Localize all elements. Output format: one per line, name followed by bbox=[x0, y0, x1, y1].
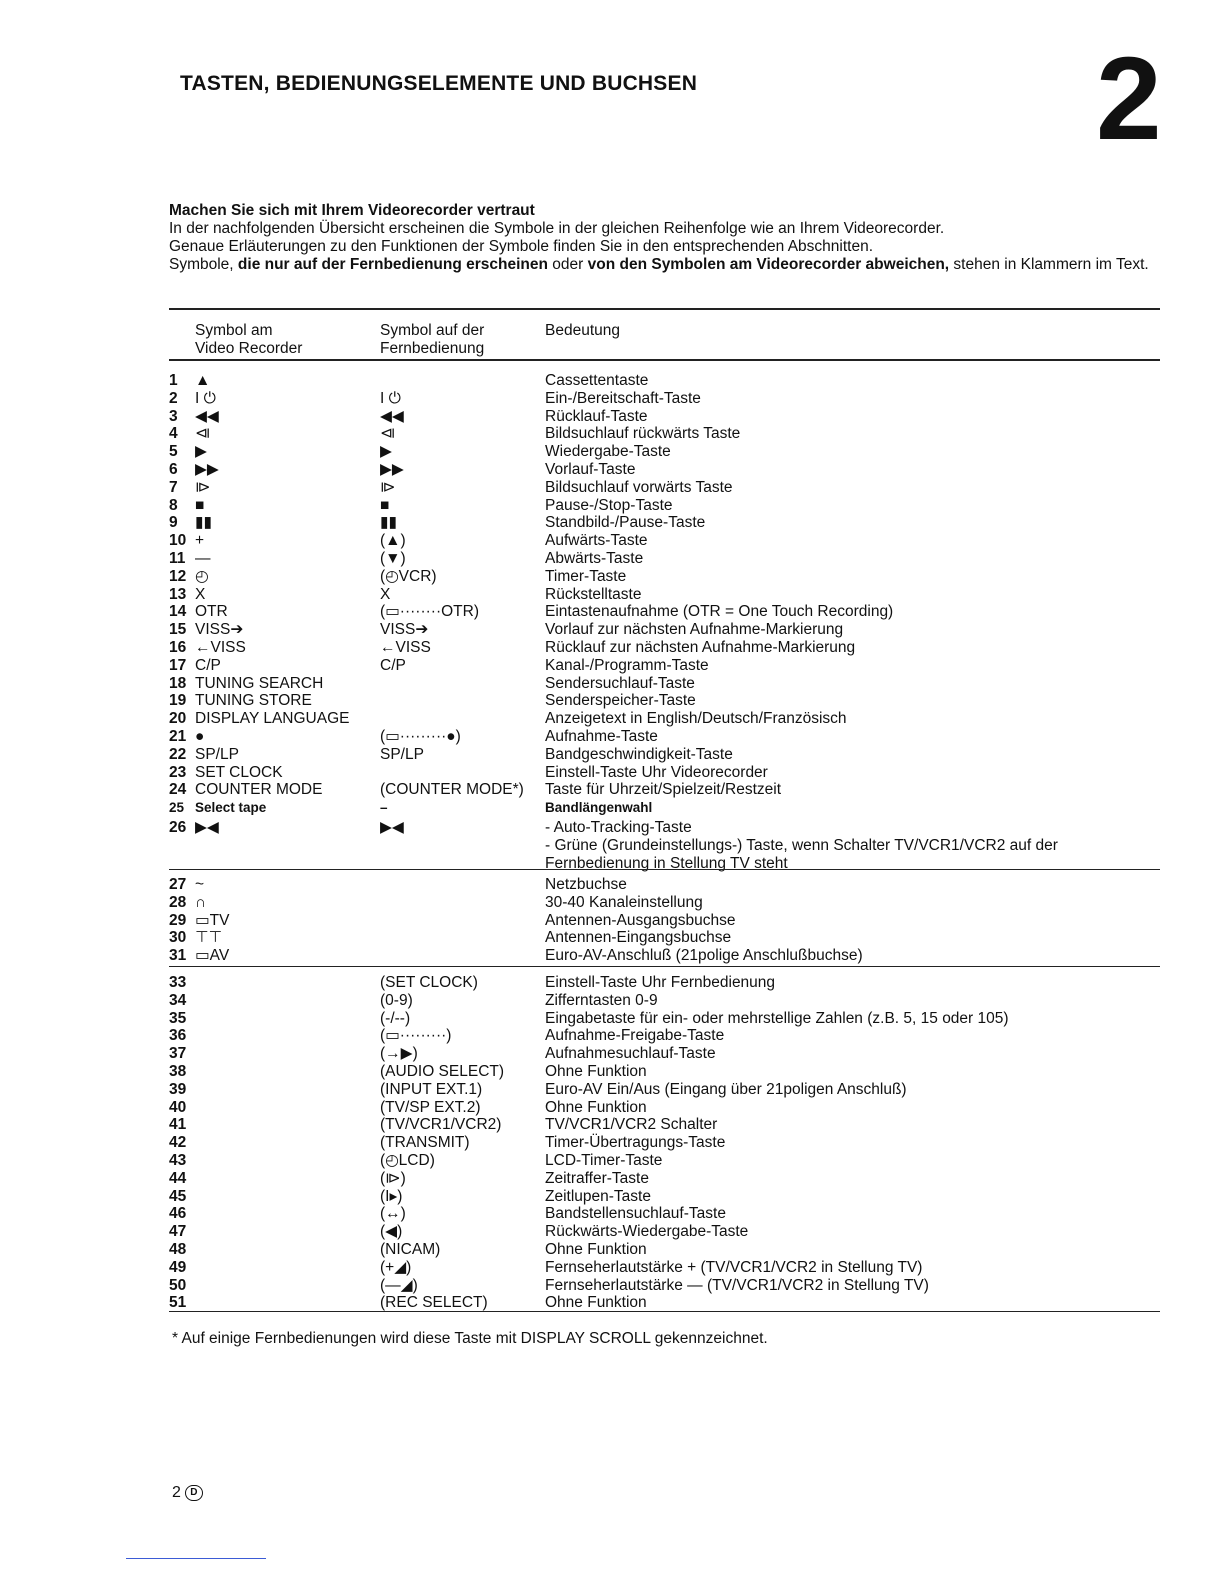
table-row bbox=[169, 710, 1160, 728]
row-rc-symbol: (TV/SP EXT.2) bbox=[380, 1098, 481, 1116]
row-vr-symbol: ∩ bbox=[195, 893, 207, 911]
row-rc-symbol: (TRANSMIT) bbox=[380, 1134, 470, 1152]
row-number: 50 bbox=[169, 1276, 187, 1294]
header-rc-line1: Symbol auf der bbox=[380, 322, 485, 339]
row-description: Senderspeicher-Taste bbox=[545, 692, 696, 710]
row-number: 20 bbox=[169, 710, 187, 728]
row-rc-symbol: (0-9) bbox=[380, 991, 413, 1009]
row-description: Ohne Funktion bbox=[545, 1240, 647, 1258]
row-description: Aufwärts-Taste bbox=[545, 532, 648, 550]
row-rc-symbol: (▭········OTR) bbox=[380, 603, 479, 621]
row-vr-symbol bbox=[195, 974, 380, 992]
group-1-bottom-rule bbox=[169, 869, 1160, 870]
header-desc bbox=[545, 322, 620, 340]
row-number: 38 bbox=[169, 1062, 187, 1080]
row-number: 41 bbox=[169, 1116, 187, 1134]
row-vr-symbol bbox=[195, 1099, 380, 1117]
row-number: 37 bbox=[169, 1045, 187, 1063]
row-description: Rückstelltaste bbox=[545, 585, 642, 603]
row-description: Bandgeschwindigkeit-Taste bbox=[545, 745, 733, 763]
row-vr-symbol: ~ bbox=[195, 876, 205, 893]
intro-line-3c: oder bbox=[547, 256, 588, 273]
row-description: Rücklauf-Taste bbox=[545, 407, 648, 425]
row-description: Aufnahme-Taste bbox=[545, 727, 658, 745]
row-number: 29 bbox=[169, 911, 187, 929]
row-rc-symbol bbox=[380, 912, 545, 930]
header-desc-label: Bedeutung bbox=[545, 322, 620, 339]
table-row bbox=[169, 1010, 1160, 1028]
row-rc-symbol: (AUDIO SELECT) bbox=[380, 1062, 505, 1080]
header-vr-line1: Symbol am bbox=[195, 322, 273, 339]
row-vr-symbol bbox=[195, 1116, 380, 1134]
row-rc-symbol: (⧐) bbox=[380, 1169, 406, 1187]
row-rc-symbol: (REC SELECT) bbox=[380, 1294, 488, 1312]
table-row bbox=[169, 1116, 1160, 1134]
row-number: 14 bbox=[169, 603, 187, 621]
row-vr-symbol: COUNTER MODE bbox=[195, 781, 323, 799]
table-row bbox=[169, 974, 1160, 992]
table-row bbox=[169, 586, 1160, 604]
row-description: Timer-Taste bbox=[545, 567, 627, 585]
row-description: Zeitraffer-Taste bbox=[545, 1169, 649, 1187]
row-rc-symbol: ■ bbox=[380, 496, 390, 514]
row-vr-symbol bbox=[195, 1027, 380, 1045]
scan-artifact-line bbox=[126, 1558, 266, 1559]
header-rc bbox=[380, 322, 484, 358]
row-rc-symbol: – bbox=[380, 800, 388, 816]
row-number: 45 bbox=[169, 1187, 187, 1205]
row-number: 48 bbox=[169, 1240, 187, 1258]
table-row bbox=[169, 728, 1160, 746]
row-description: Euro-AV Ein/Aus (Eingang über 21poligen Anschluß) bbox=[545, 1080, 907, 1098]
table-group-1 bbox=[169, 372, 1160, 872]
row-description: Einstell-Taste Uhr Fernbedienung bbox=[545, 974, 776, 991]
table-row bbox=[169, 876, 1160, 894]
table-row bbox=[169, 621, 1160, 639]
row-description: Cassettentaste bbox=[545, 372, 649, 389]
row-description: Fernseherlautstärke — (TV/VCR1/VCR2 in Stellung TV) bbox=[545, 1276, 929, 1294]
row-rc-symbol: ▶◀ bbox=[380, 818, 404, 836]
table-row bbox=[169, 1045, 1160, 1063]
row-vr-symbol: ◴ bbox=[195, 567, 209, 585]
row-vr-symbol: ⊤⊤ bbox=[195, 929, 223, 947]
row-rc-symbol: (+◢) bbox=[380, 1258, 412, 1276]
row-rc-symbol: X bbox=[380, 585, 391, 603]
table-row bbox=[169, 692, 1160, 710]
table-row bbox=[169, 497, 1160, 515]
table-row bbox=[169, 1081, 1160, 1099]
row-rc-symbol: (→▶) bbox=[380, 1045, 418, 1063]
row-vr-symbol bbox=[195, 1241, 380, 1259]
row-description: Eintastenaufnahme (OTR = One Touch Recording) bbox=[545, 603, 894, 621]
row-description: Einstell-Taste Uhr Videorecorder bbox=[545, 763, 768, 781]
row-number: 10 bbox=[169, 532, 187, 550]
row-vr-symbol: ←VISS bbox=[195, 638, 246, 656]
row-number: 18 bbox=[169, 674, 187, 692]
row-rc-symbol bbox=[380, 929, 545, 947]
row-vr-symbol: ◀◀ bbox=[195, 407, 219, 425]
row-rc-symbol: (TV/VCR1/VCR2) bbox=[380, 1116, 502, 1134]
table-row bbox=[169, 603, 1160, 621]
row-number: 11 bbox=[169, 549, 186, 567]
row-description: Taste für Uhrzeit/Spielzeit/Restzeit bbox=[545, 781, 782, 799]
row-rc-symbol: (—◢) bbox=[380, 1276, 418, 1294]
row-number: 51 bbox=[169, 1294, 187, 1312]
language-badge: D bbox=[185, 1485, 203, 1501]
row-rc-symbol: (-/--) bbox=[380, 1009, 411, 1027]
row-description: Sendersuchlauf-Taste bbox=[545, 674, 695, 692]
row-rc-symbol: ▮▮ bbox=[380, 514, 398, 532]
table-row bbox=[169, 1063, 1160, 1081]
row-number: 28 bbox=[169, 893, 187, 911]
row-description: Vorlauf zur nächsten Aufnahme-Markierung bbox=[545, 621, 844, 639]
row-rc-symbol bbox=[380, 710, 545, 728]
row-rc-symbol: C/P bbox=[380, 656, 406, 674]
row-26-desc-2: - Grüne (Grundeinstellungs-) Taste, wenn Schalter TV/VCR1/VCR2 auf der bbox=[545, 836, 1058, 854]
row-number: 49 bbox=[169, 1258, 187, 1276]
table-row bbox=[169, 1277, 1160, 1295]
row-description: Zeitlupen-Taste bbox=[545, 1187, 651, 1205]
table-row bbox=[169, 550, 1160, 568]
row-number: 42 bbox=[169, 1134, 187, 1152]
table-row bbox=[169, 532, 1160, 550]
row-description: Eingabetaste für ein- oder mehrstellige Zahlen (z.B. 5, 15 oder 105) bbox=[545, 1009, 1009, 1027]
group-2-bottom-rule bbox=[169, 966, 1160, 967]
row-vr-symbol: I ⏻ bbox=[195, 389, 216, 407]
row-description: Bildsuchlauf vorwärts Taste bbox=[545, 478, 733, 496]
row-description: Aufnahme-Freigabe-Taste bbox=[545, 1027, 725, 1045]
row-vr-symbol bbox=[195, 992, 380, 1010]
row-description: Rückwärts-Wiedergabe-Taste bbox=[545, 1223, 749, 1241]
row-number: 12 bbox=[169, 567, 187, 585]
table-row bbox=[169, 425, 1160, 443]
row-number: 1 bbox=[169, 372, 178, 389]
row-number: 26 bbox=[169, 818, 187, 836]
row-description: Pause-/Stop-Taste bbox=[545, 496, 673, 514]
row-number: 13 bbox=[169, 585, 187, 603]
row-rc-symbol bbox=[380, 947, 545, 965]
row-vr-symbol bbox=[195, 1045, 380, 1063]
row-vr-symbol bbox=[195, 1010, 380, 1028]
intro-line-3d: von den Symbolen am Videorecorder abweichen, bbox=[587, 256, 950, 273]
intro-section bbox=[169, 202, 1169, 274]
header-vr bbox=[195, 322, 302, 358]
row-number: 24 bbox=[169, 781, 187, 799]
row-vr-symbol: + bbox=[195, 532, 205, 550]
row-vr-symbol bbox=[195, 1152, 380, 1170]
intro-line-3a: Symbole, bbox=[169, 256, 238, 273]
row-number: 17 bbox=[169, 656, 187, 674]
row-description: Ohne Funktion bbox=[545, 1062, 647, 1080]
table-row bbox=[169, 929, 1160, 947]
header-vr-line2: Video Recorder bbox=[195, 340, 303, 357]
group-2-rows bbox=[169, 876, 1160, 965]
row-number: 7 bbox=[169, 478, 178, 496]
row-description: Ein-/Bereitschaft-Taste bbox=[545, 389, 701, 407]
table-row bbox=[169, 1294, 1160, 1312]
row-vr-symbol: VISS➔ bbox=[195, 621, 244, 639]
table-row bbox=[169, 479, 1160, 497]
row-vr-symbol: DISPLAY LANGUAGE bbox=[195, 710, 350, 728]
row-description: Bandlängenwahl bbox=[545, 800, 653, 816]
row-number: 4 bbox=[169, 425, 178, 443]
table-row bbox=[169, 819, 1160, 872]
table-row bbox=[169, 1223, 1160, 1241]
row-description: Euro-AV-Anschluß (21polige Anschlußbuchse) bbox=[545, 947, 863, 965]
row-number: 31 bbox=[169, 947, 187, 965]
row-number: 16 bbox=[169, 638, 187, 656]
table-row bbox=[169, 947, 1160, 965]
table-row bbox=[169, 1099, 1160, 1117]
table-row bbox=[169, 675, 1160, 693]
table-row bbox=[169, 657, 1160, 675]
table-row bbox=[169, 992, 1160, 1010]
row-rc-symbol: (▼) bbox=[380, 549, 406, 567]
row-vr-symbol: TUNING STORE bbox=[195, 692, 312, 710]
row-rc-symbol bbox=[380, 692, 545, 710]
row-number: 35 bbox=[169, 1009, 187, 1027]
row-number: 22 bbox=[169, 745, 187, 763]
row-number: 44 bbox=[169, 1169, 187, 1187]
row-vr-symbol: ▭AV bbox=[195, 947, 230, 965]
row-number: 8 bbox=[169, 496, 178, 514]
row-vr-symbol bbox=[195, 1170, 380, 1188]
row-vr-symbol: X bbox=[195, 585, 206, 603]
row-rc-symbol: (↔) bbox=[380, 1205, 406, 1223]
row-number: 43 bbox=[169, 1151, 187, 1169]
footnote: * Auf einige Fernbedienungen wird diese Taste mit DISPLAY SCROLL gekennzeichnet. bbox=[172, 1330, 768, 1347]
row-vr-symbol: ▭TV bbox=[195, 911, 230, 929]
row-description: Bildsuchlauf rückwärts Taste bbox=[545, 425, 741, 443]
row-rc-symbol: (NICAM) bbox=[380, 1240, 441, 1258]
table-row bbox=[169, 764, 1160, 782]
row-vr-symbol: Select tape bbox=[195, 800, 267, 816]
row-number: 34 bbox=[169, 991, 187, 1009]
row-vr-symbol: SET CLOCK bbox=[195, 763, 283, 781]
table-row bbox=[169, 372, 1160, 390]
row-vr-symbol: ● bbox=[195, 727, 205, 745]
row-description bbox=[545, 819, 1160, 872]
row-number: 27 bbox=[169, 876, 187, 893]
row-rc-symbol bbox=[380, 894, 545, 912]
table-row bbox=[169, 1188, 1160, 1206]
row-rc-symbol: ◀◀ bbox=[380, 407, 404, 425]
table-row bbox=[169, 1259, 1160, 1277]
row-description: Antennen-Ausgangsbuchse bbox=[545, 911, 736, 929]
row-rc-symbol: (▭·········●) bbox=[380, 727, 461, 745]
row-number: 25 bbox=[169, 800, 185, 816]
row-vr-symbol bbox=[195, 1277, 380, 1295]
intro-heading: Machen Sie sich mit Ihrem Videorecorder vertraut bbox=[169, 202, 535, 219]
intro-line-3e: stehen in Klammern im Text. bbox=[949, 256, 1149, 273]
row-rc-symbol bbox=[380, 372, 545, 390]
row-number: 6 bbox=[169, 460, 178, 478]
row-rc-symbol: ▶ bbox=[380, 443, 392, 461]
row-number: 40 bbox=[169, 1098, 187, 1116]
group-1-rows bbox=[169, 372, 1160, 799]
row-vr-symbol: — bbox=[195, 549, 211, 567]
row-number: 39 bbox=[169, 1080, 187, 1098]
row-vr-symbol: TUNING SEARCH bbox=[195, 674, 324, 692]
row-description: Standbild-/Pause-Taste bbox=[545, 514, 706, 532]
table-row bbox=[169, 408, 1160, 426]
intro-line-3b: die nur auf der Fernbedienung erscheinen bbox=[237, 256, 548, 273]
row-number: 33 bbox=[169, 974, 187, 991]
row-description: Zifferntasten 0-9 bbox=[545, 991, 658, 1009]
row-vr-symbol: ▮▮ bbox=[195, 514, 213, 532]
intro-line-3 bbox=[169, 256, 1169, 274]
row-number: 3 bbox=[169, 407, 178, 425]
intro-line-1: In der nachfolgenden Übersicht erscheinen die Symbole in der gleichen Reihenfolge wie an Ihrem Videorecorder. bbox=[169, 220, 945, 237]
table-row bbox=[169, 461, 1160, 479]
row-number: 5 bbox=[169, 443, 178, 461]
row-number: 9 bbox=[169, 514, 178, 532]
row-26-desc-3: Fernbedienung in Stellung TV steht bbox=[545, 854, 788, 872]
table-row bbox=[169, 781, 1160, 799]
row-rc-symbol: ▶▶ bbox=[380, 460, 404, 478]
row-vr-symbol bbox=[195, 1134, 380, 1152]
table-row bbox=[169, 1170, 1160, 1188]
table-row bbox=[169, 514, 1160, 532]
row-vr-symbol bbox=[195, 1081, 380, 1099]
row-vr-symbol: ▲ bbox=[195, 372, 211, 389]
row-rc-symbol: ⧏ bbox=[380, 425, 396, 443]
row-rc-symbol: ←VISS bbox=[380, 638, 431, 656]
row-number: 19 bbox=[169, 692, 187, 710]
row-vr-symbol: ▶ bbox=[195, 443, 207, 461]
table-row bbox=[169, 390, 1160, 408]
table-row bbox=[169, 894, 1160, 912]
row-description: Vorlauf-Taste bbox=[545, 460, 636, 478]
row-rc-symbol: (◴VCR) bbox=[380, 567, 437, 585]
row-number: 21 bbox=[169, 727, 187, 745]
row-description: Ohne Funktion bbox=[545, 1294, 647, 1312]
page-footer bbox=[172, 1484, 203, 1502]
row-vr-symbol: ⧐ bbox=[195, 478, 211, 496]
row-rc-symbol: I ⏻ bbox=[380, 389, 401, 407]
row-vr-symbol: ▶▶ bbox=[195, 460, 219, 478]
table-bottom-rule bbox=[169, 1311, 1160, 1312]
page-number: 2 bbox=[172, 1484, 181, 1501]
table-row bbox=[169, 1205, 1160, 1223]
row-vr-symbol bbox=[195, 1259, 380, 1277]
row-description: Antennen-Eingangsbuchse bbox=[545, 929, 732, 947]
row-vr-symbol: ■ bbox=[195, 496, 205, 514]
table-top-rule bbox=[169, 308, 1160, 310]
row-description: Netzbuchse bbox=[545, 876, 627, 893]
table-row bbox=[169, 1027, 1160, 1045]
row-vr-symbol: C/P bbox=[195, 656, 221, 674]
row-description: Timer-Übertragungs-Taste bbox=[545, 1134, 726, 1152]
table-row bbox=[169, 443, 1160, 461]
row-rc-symbol: VISS➔ bbox=[380, 621, 429, 639]
row-number: 23 bbox=[169, 763, 187, 781]
row-description: Ohne Funktion bbox=[545, 1098, 647, 1116]
row-description: Rücklauf zur nächsten Aufnahme-Markierung bbox=[545, 638, 856, 656]
row-vr-symbol bbox=[195, 1205, 380, 1223]
row-description: Bandstellensuchlauf-Taste bbox=[545, 1205, 726, 1223]
table-row bbox=[169, 746, 1160, 764]
intro-line-2: Genaue Erläuterungen zu den Funktionen der Symbole finden Sie in den entsprechenden Abschnitten. bbox=[169, 238, 874, 255]
row-description: LCD-Timer-Taste bbox=[545, 1151, 663, 1169]
row-vr-symbol bbox=[195, 1294, 380, 1312]
row-number: 15 bbox=[169, 621, 187, 639]
row-rc-symbol: (▲) bbox=[380, 532, 406, 550]
row-vr-symbol: OTR bbox=[195, 603, 228, 621]
row-rc-symbol bbox=[380, 764, 545, 782]
row-vr-symbol: ▶◀ bbox=[195, 818, 219, 836]
row-vr-symbol: ⧏ bbox=[195, 425, 211, 443]
table-row bbox=[169, 639, 1160, 657]
row-vr-symbol: SP/LP bbox=[195, 745, 239, 763]
row-description: TV/VCR1/VCR2 Schalter bbox=[545, 1116, 718, 1134]
row-vr-symbol bbox=[195, 1223, 380, 1241]
row-number: 46 bbox=[169, 1205, 187, 1223]
row-number: 2 bbox=[169, 389, 178, 407]
row-description: Kanal-/Programm-Taste bbox=[545, 656, 709, 674]
row-rc-symbol: (SET CLOCK) bbox=[380, 974, 478, 991]
table-row bbox=[169, 1241, 1160, 1259]
row-rc-symbol: (I▸) bbox=[380, 1187, 403, 1205]
page-title: TASTEN, BEDIENUNGSELEMENTE UND BUCHSEN bbox=[180, 72, 698, 95]
row-rc-symbol: (COUNTER MODE*) bbox=[380, 781, 524, 799]
row-description: Anzeigetext in English/Deutsch/Französisch bbox=[545, 710, 847, 728]
row-vr-symbol bbox=[195, 1188, 380, 1206]
row-number: 30 bbox=[169, 929, 187, 947]
row-rc-symbol: (▭·········) bbox=[380, 1027, 452, 1045]
row-description: 30-40 Kanaleinstellung bbox=[545, 893, 703, 911]
table-row bbox=[169, 912, 1160, 930]
table-row bbox=[169, 1152, 1160, 1170]
row-rc-symbol bbox=[380, 675, 545, 693]
table-row bbox=[169, 568, 1160, 586]
row-description: Wiedergabe-Taste bbox=[545, 443, 671, 461]
table-row bbox=[169, 1134, 1160, 1152]
group-3-rows bbox=[169, 974, 1160, 1312]
table-group-2 bbox=[169, 876, 1160, 965]
row-description: Aufnahmesuchlauf-Taste bbox=[545, 1045, 716, 1063]
table-row bbox=[169, 799, 1160, 817]
chapter-number: 2 bbox=[1096, 33, 1162, 165]
row-rc-symbol bbox=[380, 876, 545, 894]
row-number: 47 bbox=[169, 1223, 187, 1241]
header-rc-line2: Fernbedienung bbox=[380, 340, 485, 357]
row-number: 36 bbox=[169, 1027, 187, 1045]
row-rc-symbol: SP/LP bbox=[380, 745, 424, 763]
table-group-3 bbox=[169, 974, 1160, 1312]
row-rc-symbol: (INPUT EXT.1) bbox=[380, 1080, 483, 1098]
row-26-desc-1: - Auto-Tracking-Taste bbox=[545, 818, 692, 836]
row-rc-symbol: (◀) bbox=[380, 1223, 403, 1241]
row-description: Abwärts-Taste bbox=[545, 549, 644, 567]
row-vr-symbol bbox=[195, 1063, 380, 1081]
row-rc-symbol: (◴LCD) bbox=[380, 1151, 435, 1169]
row-description: Fernseherlautstärke + (TV/VCR1/VCR2 in Stellung TV) bbox=[545, 1258, 923, 1276]
row-rc-symbol: ⧐ bbox=[380, 478, 396, 496]
header-bottom-rule bbox=[169, 359, 1160, 361]
